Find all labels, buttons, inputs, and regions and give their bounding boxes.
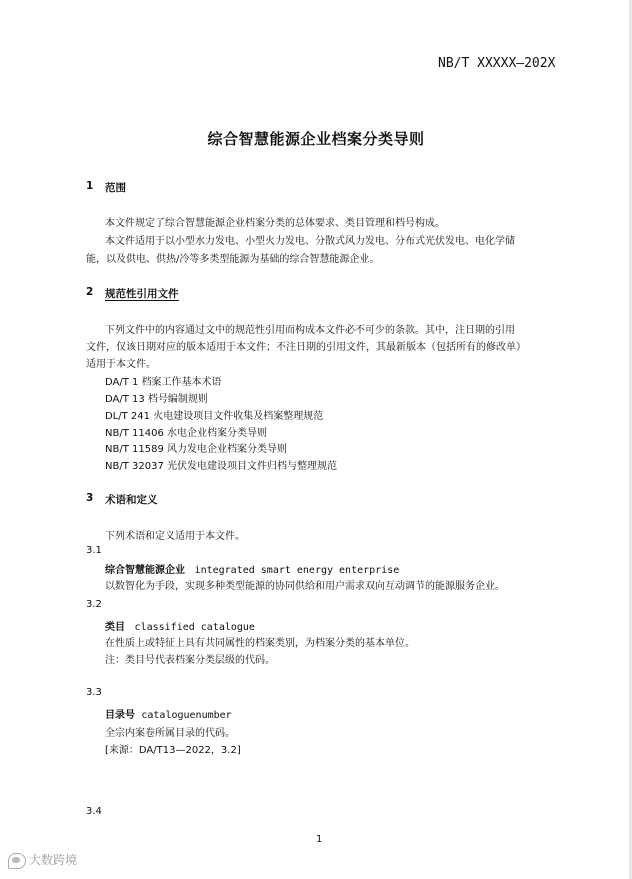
section-3-title: 术语和定义: [105, 494, 158, 506]
term-3-1-definition: 以数智化为手段，实现多种类型能源的协同供给和用户需求双向互动调节的能源服务企业。: [105, 581, 505, 592]
term-3-3-heading: [105, 706, 232, 721]
section-2-paragraph-line-1: 下列文件中的内容通过文中的规范性引用而构成本文件必不可少的条款。其中，注日期的引用: [105, 325, 515, 336]
term-3-1-number: 3.1: [86, 545, 102, 556]
reference-item: DL/T 241 火电建设项目文件收集及档案整理规范: [105, 411, 324, 422]
document-number: NB/T XXXXX—202X: [438, 56, 556, 71]
reference-item: DA/T 13 档号编制规则: [105, 394, 208, 405]
watermark-text: 大数跨境: [29, 853, 78, 867]
page-number: 1: [316, 834, 323, 845]
term-3-2-number: 3.2: [86, 599, 102, 610]
term-3-1-en: integrated smart energy enterprise: [194, 565, 400, 576]
reference-item: NB/T 11589 风力发电企业档案分类导则: [105, 444, 287, 455]
term-3-3-zh: 目录号: [105, 710, 135, 721]
document-title: 综合智慧能源企业档案分类导则: [207, 130, 425, 148]
section-3-intro: 下列术语和定义适用于本文件。: [105, 531, 245, 542]
term-3-2-note: 注：类目号代表档案分类层级的代码。: [105, 655, 275, 666]
section-1-paragraph-2a: 本文件适用于以小型水力发电、小型火力发电、分散式风力发电、分布式光伏发电、电化学储: [105, 236, 515, 247]
section-2-paragraph-line-2: 文件，仅该日期对应的版本适用于本文件；不注日期的引用文件，其最新版本（包括所有的修改单）: [86, 342, 526, 353]
watermark-logo-icon: [8, 853, 26, 869]
term-3-4-number: 3.4: [86, 806, 102, 817]
term-3-2-definition: 在性质上或特征上具有共同属性的档案类别，为档案分类的基本单位。: [105, 638, 415, 649]
section-3-number: 3: [86, 492, 94, 504]
reference-item: NB/T 32037 光伏发电建设项目文件归档与整理规范: [105, 461, 337, 472]
section-2-title: [105, 286, 179, 301]
section-2-number: 2: [86, 286, 94, 298]
term-3-3-en: cataloguenumber: [141, 710, 232, 721]
term-3-3-number: 3.3: [86, 687, 102, 698]
term-3-1-zh: 综合智慧能源企业: [105, 565, 185, 576]
reference-item: DA/T 1 档案工作基本术语: [105, 377, 222, 388]
section-1-number: 1: [86, 180, 94, 192]
term-3-1-heading: [105, 561, 399, 576]
section-1-paragraph-2b: 能，以及供电、供热/冷等多类型能源为基础的综合智慧能源企业。: [86, 254, 380, 265]
section-1-paragraph-1: 本文件规定了综合智慧能源企业档案分类的总体要求、类目管理和档号构成。: [105, 218, 445, 229]
section-2-title-text: 规范性引用文件: [105, 288, 179, 300]
section-1-title: 范围: [105, 182, 126, 194]
term-3-2-en: classified catalogue: [134, 622, 255, 633]
reference-item: NB/T 11406 水电企业档案分类导则: [105, 428, 267, 439]
term-3-2-zh: 类目: [105, 622, 125, 633]
term-3-3-source: [来源：DA/T13—2022，3.2]: [105, 745, 241, 756]
watermark: [8, 851, 77, 869]
term-3-3-definition: 全宗内案卷所属目录的代码。: [105, 728, 235, 739]
term-3-2-heading: [105, 618, 255, 633]
section-2-paragraph-line-3: 适用于本文件。: [86, 359, 156, 370]
